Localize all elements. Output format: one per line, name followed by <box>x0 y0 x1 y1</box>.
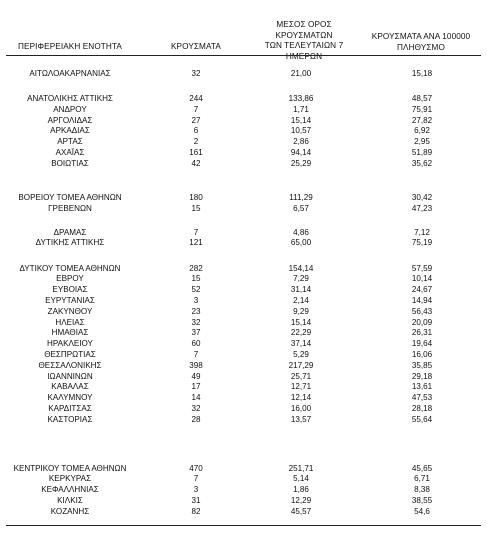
region-name-cell: ΑΙΤΩΛΟΑΚΑΡΝΑΝΙΑΣ <box>29 69 111 78</box>
region-name-cell: ΔΥΤΙΚΗΣ ΑΤΤΙΚΗΣ <box>35 238 105 247</box>
per100k-cell: 47,53 <box>411 393 433 402</box>
region-name-cell: ΕΥΒΟΙΑΣ <box>52 285 88 294</box>
region-name-cell: ΚΕΦΑΛΛΗΝΙΑΣ <box>41 485 99 494</box>
cases-cell: 32 <box>191 317 201 327</box>
per100k-cell: 75,19 <box>411 238 433 247</box>
per100k-cell: 57,59 <box>411 263 433 273</box>
cases-cell: 180 <box>189 192 203 202</box>
region-name-cell: ΔΥΤΙΚΟΥ ΤΟΜΕΑ ΑΘΗΝΩΝ <box>19 263 121 273</box>
table-row <box>0 371 487 382</box>
per100k-cell: 48,57 <box>411 94 433 103</box>
avg7-cell: 12,14 <box>290 393 312 402</box>
per100k-cell: 38,55 <box>411 495 433 505</box>
cases-cell: 27 <box>191 115 201 125</box>
table-row <box>0 414 487 425</box>
table-row <box>0 93 487 104</box>
cases-cell: 52 <box>191 285 201 294</box>
per100k-cell: 15,18 <box>411 69 433 78</box>
avg7-cell: 111,29 <box>289 192 313 202</box>
per100k-cell: 8,38 <box>414 485 430 494</box>
table-row <box>0 158 487 169</box>
table-row <box>0 317 487 328</box>
cases-cell: 3 <box>193 485 199 494</box>
region-name-cell: ΚΑΛΥΜΝΟΥ <box>47 393 93 402</box>
avg7-cell: 12,71 <box>290 382 312 391</box>
table-row <box>0 203 487 214</box>
table-row <box>0 360 487 371</box>
header-divider <box>6 55 481 56</box>
table-row <box>0 506 487 517</box>
table-row <box>0 392 487 403</box>
region-name-cell: ΚΕΝΤΡΙΚΟΥ ΤΟΜΕΑ ΑΘΗΝΩΝ <box>13 463 127 473</box>
table-row <box>0 192 487 203</box>
avg7-cell: 7,29 <box>293 274 309 283</box>
avg7-cell: 1,86 <box>293 485 309 494</box>
cases-cell: 6 <box>193 126 199 135</box>
avg7-cell: 4,86 <box>293 227 309 237</box>
per100k-cell: 29,18 <box>411 371 433 381</box>
region-name-cell: ΒΟΡΕΙΟΥ ΤΟΜΕΑ ΑΘΗΝΩΝ <box>18 192 122 202</box>
per100k-cell: 30,42 <box>411 192 433 202</box>
table-row <box>0 284 487 295</box>
region-name-cell: ΗΛΕΙΑΣ <box>55 317 85 327</box>
table-row <box>0 306 487 317</box>
header-avg7-line1: ΜΕΣΟΣ ΟΡΟΣ ΚΡΟΥΣΜΑΤΩΝ <box>275 20 333 40</box>
table-row <box>0 473 487 484</box>
cases-cell: 7 <box>193 349 199 359</box>
avg7-cell: 25,29 <box>290 158 312 168</box>
avg7-cell: 9,29 <box>293 306 309 316</box>
per100k-cell: 35,62 <box>411 158 433 168</box>
header-region-label: ΠΕΡΙΦΕΡΕΙΑΚΗ ΕΝΟΤΗΤΑ <box>18 42 122 51</box>
table-row <box>0 104 487 115</box>
per100k-cell: 56,43 <box>411 306 433 316</box>
cases-cell: 31 <box>191 495 201 505</box>
per100k-cell: 6,92 <box>414 126 430 135</box>
avg7-cell: 10,57 <box>290 126 312 135</box>
per100k-cell: 16,06 <box>411 349 433 359</box>
cases-cell: 49 <box>191 371 201 381</box>
table-row <box>0 115 487 126</box>
table-row <box>0 338 487 349</box>
table-row <box>0 125 487 136</box>
table-row <box>0 381 487 392</box>
per100k-cell: 24,67 <box>411 285 433 294</box>
table-bottom-divider <box>6 525 481 526</box>
per100k-cell: 20,09 <box>411 317 433 327</box>
per100k-cell: 47,23 <box>411 203 433 213</box>
cases-cell: 60 <box>191 339 201 348</box>
header-avg7-line3: ΗΜΕΡΩΝ <box>285 51 323 61</box>
table-row <box>0 403 487 414</box>
cases-cell: 17 <box>191 382 201 391</box>
table-row <box>0 273 487 284</box>
per100k-cell: 14,94 <box>411 296 433 305</box>
avg7-cell: 133,86 <box>288 94 314 103</box>
table-row <box>0 463 487 474</box>
table-row <box>0 136 487 147</box>
avg7-cell: 65,00 <box>290 238 312 247</box>
cases-cell: 7 <box>193 227 199 237</box>
per100k-cell: 35,85 <box>411 360 433 370</box>
cases-cell: 82 <box>191 506 201 516</box>
avg7-cell: 22,29 <box>290 328 312 337</box>
region-name-cell: ΑΡΚΑΔΙΑΣ <box>50 126 90 135</box>
avg7-cell: 154,14 <box>288 263 314 273</box>
table-row <box>0 495 487 506</box>
table-row <box>0 349 487 360</box>
avg7-cell: 21,00 <box>290 69 312 78</box>
cases-cell: 37 <box>191 328 201 337</box>
region-name-cell: ΚΟΖΑΝΗΣ <box>50 506 90 516</box>
avg7-cell: 37,14 <box>290 339 312 348</box>
region-name-cell: ΘΕΣΠΡΩΤΙΑΣ <box>44 349 96 359</box>
region-name-cell: ΗΜΑΘΙΑΣ <box>51 328 89 337</box>
cases-cell: 470 <box>189 463 203 473</box>
avg7-cell: 6,57 <box>293 203 309 213</box>
avg7-cell: 16,00 <box>290 403 312 413</box>
avg7-cell: 5,29 <box>293 349 309 359</box>
header-region <box>4 42 136 53</box>
cases-cell: 2 <box>193 137 199 146</box>
table-row <box>0 484 487 495</box>
per100k-cell: 55,64 <box>411 414 433 424</box>
cases-cell: 3 <box>193 296 199 305</box>
cases-cell: 398 <box>189 360 203 370</box>
per100k-cell: 28,18 <box>411 403 433 413</box>
per100k-cell: 2,95 <box>414 137 430 146</box>
per100k-cell: 45,65 <box>411 463 433 473</box>
region-name-cell: ΔΡΑΜΑΣ <box>53 227 87 237</box>
header-cases-label: ΚΡΟΥΣΜΑΤΑ <box>171 42 221 51</box>
avg7-cell: 12,29 <box>290 495 312 505</box>
cases-cell: 161 <box>189 147 203 157</box>
avg7-cell: 1,71 <box>293 104 309 114</box>
per100k-cell: 19,64 <box>411 339 433 348</box>
region-name-cell: ΕΥΡΥΤΑΝΙΑΣ <box>45 296 95 305</box>
region-name-cell: ΘΕΣΣΑΛΟΝΙΚΗΣ <box>38 360 102 370</box>
header-cases <box>165 42 227 53</box>
per100k-cell: 10,14 <box>411 274 433 283</box>
per100k-cell: 26,31 <box>411 328 433 337</box>
region-name-cell: ΑΧΑΪΑΣ <box>55 147 85 157</box>
avg7-cell: 45,57 <box>290 506 312 516</box>
per100k-cell: 54,6 <box>414 506 430 516</box>
region-name-cell: ΚΙΛΚΙΣ <box>57 495 83 505</box>
avg7-cell: 2,14 <box>293 296 309 305</box>
per100k-cell: 7,12 <box>414 227 430 237</box>
cases-cell: 15 <box>191 203 201 213</box>
per100k-cell: 6,71 <box>414 474 430 483</box>
cases-cell: 32 <box>191 403 201 413</box>
region-name-cell: ΖΑΚΥΝΘΟΥ <box>47 306 93 316</box>
cases-cell: 7 <box>193 104 199 114</box>
table-row <box>0 68 487 79</box>
region-name-cell: ΓΡΕΒΕΝΩΝ <box>48 203 92 213</box>
avg7-cell: 13,57 <box>290 414 312 424</box>
cases-cell: 23 <box>191 306 201 316</box>
region-name-cell: ΑΝΔΡΟΥ <box>53 104 87 114</box>
region-name-cell: ΕΒΡΟΥ <box>56 274 84 283</box>
cases-cell: 121 <box>189 238 203 247</box>
region-name-cell: ΑΝΑΤΟΛΙΚΗΣ ΑΤΤΙΚΗΣ <box>27 94 113 103</box>
cases-cell: 28 <box>191 414 201 424</box>
avg7-cell: 15,14 <box>290 317 312 327</box>
per100k-cell: 27,82 <box>411 115 433 125</box>
region-name-cell: ΑΡΓΟΛΙΔΑΣ <box>47 115 93 125</box>
region-name-cell: ΚΕΡΚΥΡΑΣ <box>48 474 92 483</box>
per100k-cell: 13,61 <box>411 382 433 391</box>
region-name-cell: ΚΑΒΑΛΑΣ <box>51 382 89 391</box>
avg7-cell: 251,71 <box>288 463 314 473</box>
table-row <box>0 227 487 238</box>
table-row <box>0 237 487 248</box>
per100k-cell: 75,91 <box>411 104 433 114</box>
avg7-cell: 25,71 <box>290 371 312 381</box>
avg7-cell: 217,29 <box>288 360 314 370</box>
region-name-cell: ΒΟΙΩΤΙΑΣ <box>51 158 89 168</box>
header-avg7-line2: ΤΩΝ ΤΕΛΕΥΤΑΙΩΝ 7 <box>264 41 344 50</box>
table-row <box>0 263 487 274</box>
cases-cell: 7 <box>193 474 199 483</box>
avg7-cell: 5,14 <box>293 474 309 483</box>
per100k-cell: 51,89 <box>411 147 433 157</box>
cases-cell: 244 <box>189 94 203 103</box>
cases-cell: 32 <box>191 69 201 78</box>
header-per100k <box>360 32 482 53</box>
region-name-cell: ΙΩΑΝΝΙΝΩΝ <box>47 371 93 381</box>
region-name-cell: ΚΑΡΔΙΤΣΑΣ <box>48 403 92 413</box>
cases-cell: 282 <box>189 263 203 273</box>
table-row <box>0 147 487 158</box>
cases-cell: 15 <box>191 274 201 283</box>
cases-cell: 14 <box>191 393 201 402</box>
avg7-cell: 94,14 <box>290 147 312 157</box>
cases-cell: 42 <box>191 158 201 168</box>
avg7-cell: 15,14 <box>290 115 312 125</box>
region-name-cell: ΗΡΑΚΛΕΙΟΥ <box>47 339 93 348</box>
header-per100k-line2: ΠΛΗΘΥΣΜΟ <box>397 42 445 52</box>
region-name-cell: ΚΑΣΤΟΡΙΑΣ <box>47 414 93 424</box>
header-per100k-line1: ΚΡΟΥΣΜΑΤΑ ΑΝΑ 100000 <box>371 32 471 41</box>
avg7-cell: 31,14 <box>290 285 312 294</box>
table-row <box>0 295 487 306</box>
region-name-cell: ΑΡΤΑΣ <box>57 137 83 146</box>
avg7-cell: 2,86 <box>293 137 309 146</box>
table-row <box>0 327 487 338</box>
